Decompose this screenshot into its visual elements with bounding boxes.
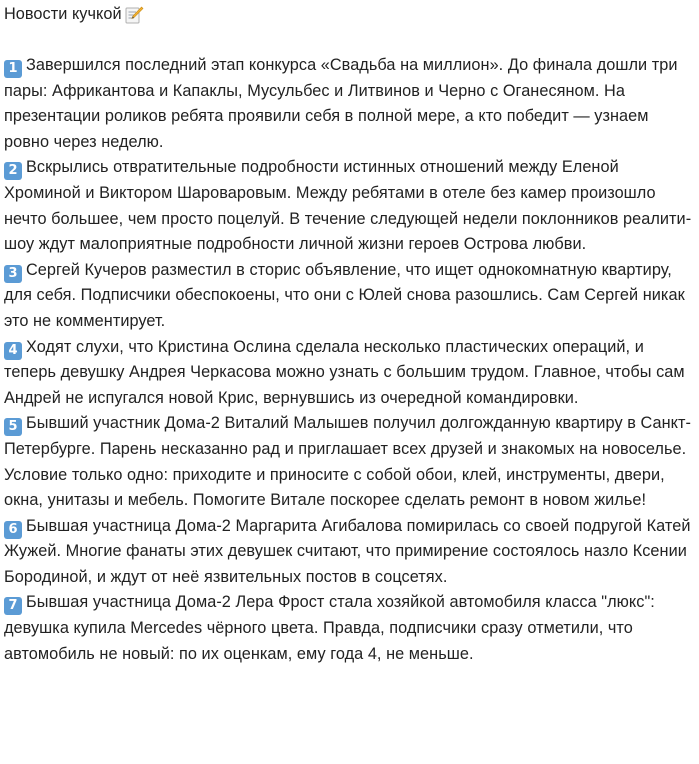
news-item-1 [4, 53, 695, 155]
news-item-6 [4, 514, 695, 591]
news-item-text: Ходят слухи, что Кристина Ослина сделала несколько пластических операций, и теперь девушку Андрея Черкасова можно узнать с большим трудом. Главное, чтобы сам Андрей не испугался новой Крис, вернувшись из очередной командировки. [4, 337, 685, 407]
news-item-4 [4, 335, 695, 412]
blank-line [4, 27, 695, 53]
keycap-number-icon: 3 [4, 265, 22, 283]
news-item-text: Бывшая участница Дома-2 Лера Фрост стала хозяйкой автомобиля класса "люкс": девушка купила Mercedes чёрного цвета. Правда, подписчики сразу отметили, что автомобиль не новый: по их оценкам, ему года 4, не меньше. [4, 593, 655, 663]
news-item-text: Сергей Кучеров разместил в сторис объявление, что ищет однокомнатную квартиру, для себя. Подписчики обеспокоены, что они с Юлей снова разошлись. Сам Сергей никак это не комментирует. [4, 260, 685, 330]
news-item-3 [4, 258, 695, 335]
post-title: Новости кучкой [4, 4, 122, 23]
keycap-number-icon: 1 [4, 60, 22, 78]
news-item-text: Бывшая участница Дома-2 Маргарита Агибалова помирилась со своей подругой Катей Жужей. Многие фанаты этих девушек считают, что примирение состоялось назло Ксении Бородиной, и ждут от неё язвительных постов в соцсетях. [4, 516, 691, 586]
news-item-2 [4, 155, 695, 257]
news-item-text: Завершился последний этап конкурса «Свадьба на миллион». До финала дошли три пары: Африкантова и Капаклы, Мусульбес и Литвинов и Черно с Оганесяном. На презентации роликов ребята проявили себя в полной мере, а кто победит — узнаем ровно через неделю. [4, 56, 678, 151]
news-item-7 [4, 590, 695, 667]
keycap-number-icon: 5 [4, 418, 22, 436]
memo-pencil-icon [124, 5, 144, 25]
keycap-number-icon: 7 [4, 597, 22, 615]
keycap-number-icon: 6 [4, 521, 22, 539]
keycap-number-icon: 4 [4, 342, 22, 360]
keycap-number-icon: 2 [4, 162, 22, 180]
news-item-text: Бывший участник Дома-2 Виталий Малышев получил долгожданную квартиру в Санкт-Петербурге. Парень несказанно рад и приглашает всех друзей и знакомых на новоселье. Условие только одно: приходите и приносите с собой обои, клей, инструменты, двери, окна, унитазы и мебель. Помогите Витале поскорее сделать ремонт в новом жилье! [4, 414, 691, 510]
news-item-text: Вскрылись отвратительные подробности истинных отношений между Еленой Хроминой и Виктором Шароваровым. Между ребятами в отеле без камер произошло нечто большее, чем просто поцелуй. В течение следующей недели поклонников реалити-шоу ждут малоприятные подробности личной жизни героев Острова любви. [4, 158, 692, 254]
news-item-5 [4, 411, 695, 513]
post-title-line [4, 2, 695, 27]
